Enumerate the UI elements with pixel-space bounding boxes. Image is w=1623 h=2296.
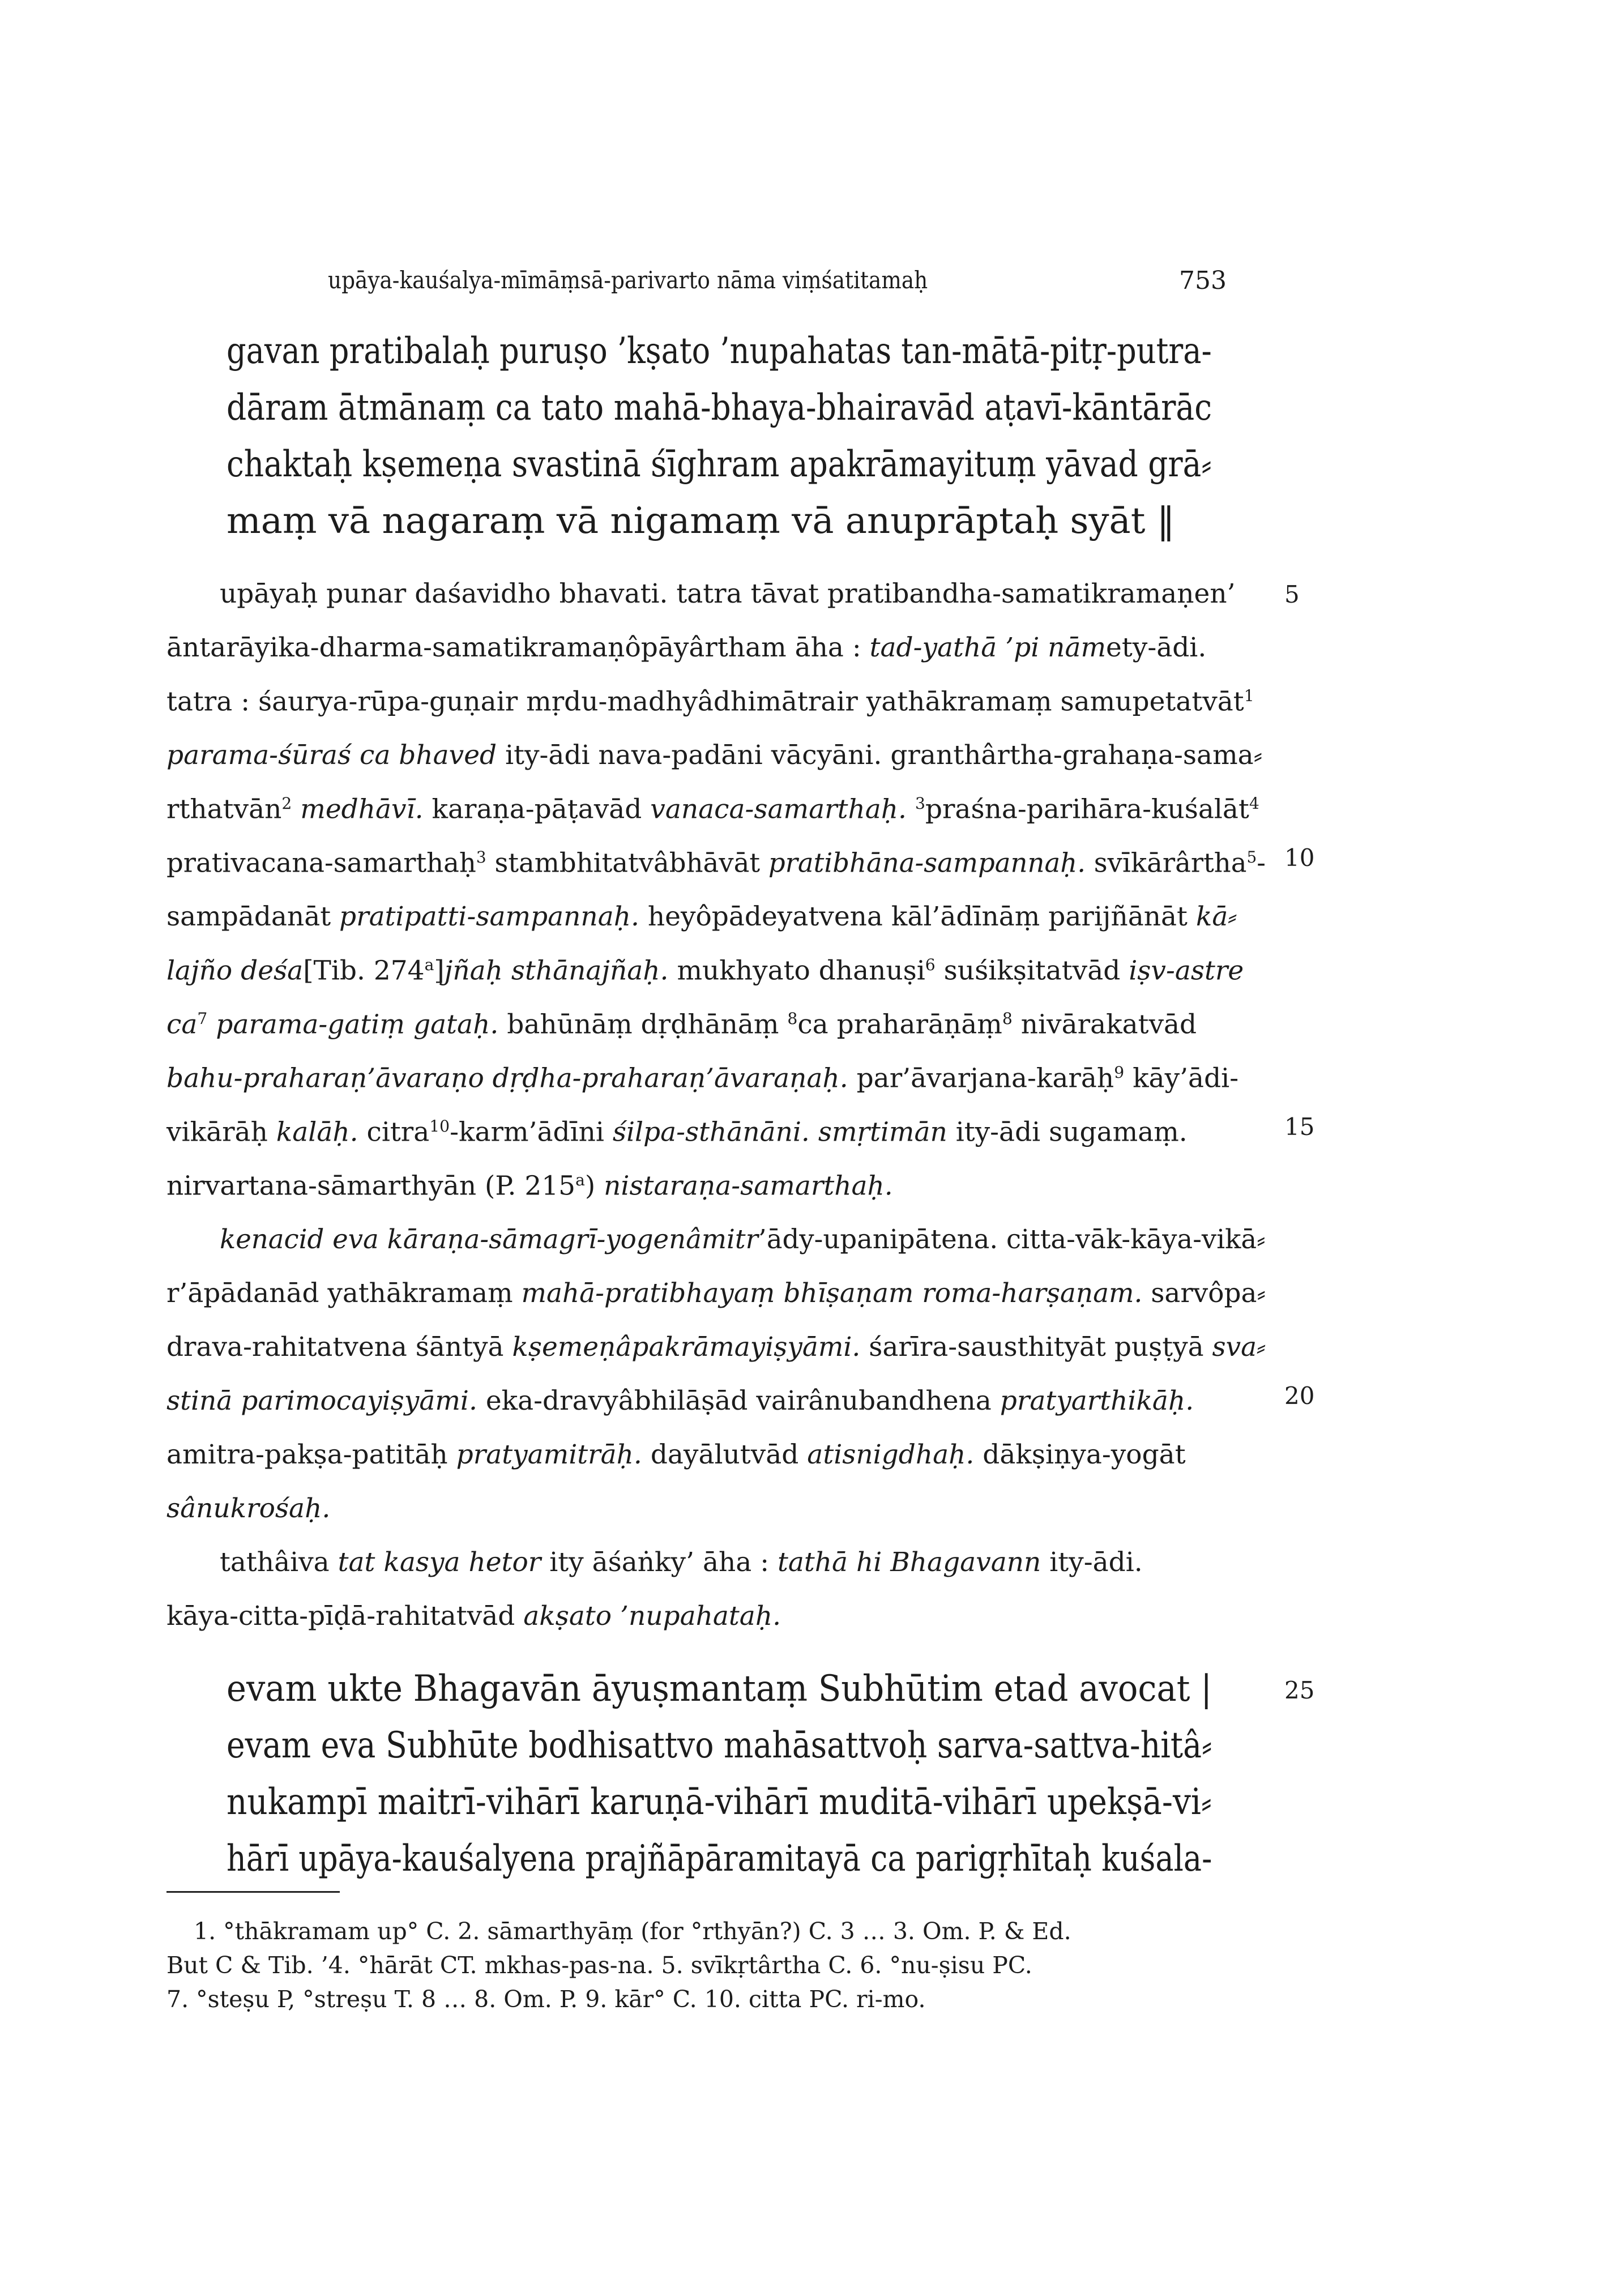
text-run: rthatvān bbox=[166, 793, 282, 825]
text-run bbox=[810, 1117, 818, 1148]
commentary-line bbox=[166, 1385, 1194, 1416]
emphasized-text: atisnigdhaḥ. bbox=[807, 1439, 975, 1470]
text-run: āntarāyika-dharma-samatikramaṇôpāyârtham āha : bbox=[166, 632, 870, 663]
text-run: kāya-citta-pīḍā-rahitatvād bbox=[166, 1601, 524, 1632]
text-run: suśikṣitatvād bbox=[935, 955, 1129, 987]
text-run: ) bbox=[584, 1170, 604, 1202]
emphasized-text: parama-śūraś ca bhaved bbox=[166, 740, 497, 771]
emphasized-text: vanaca-samarthaḥ. bbox=[650, 793, 907, 825]
page-number: 753 bbox=[1179, 266, 1227, 295]
emphasized-text: pratyarthikāḥ. bbox=[1000, 1385, 1194, 1416]
text-run: stambhitatvâbhāvāt bbox=[486, 847, 768, 879]
text-run: mukhyato dhanuṣi bbox=[668, 955, 925, 987]
verse-line: maṃ vā nagaraṃ vā nigamaṃ vā anuprāptaḥ syāt ‖ bbox=[227, 500, 1175, 542]
emphasized-text: parama-gatiṃ gataḥ. bbox=[216, 1009, 499, 1040]
text-run: ca praharāṇāṃ bbox=[797, 1009, 1002, 1040]
emphasized-text: tat kasya hetor bbox=[338, 1547, 541, 1578]
text-run: bahūnāṃ dṛḍhānāṃ bbox=[498, 1009, 788, 1040]
text-run: - bbox=[1257, 847, 1266, 879]
text-run: dayālutvād bbox=[642, 1439, 808, 1470]
verse-line: dāram ātmānaṃ ca tato mahā-bhaya-bhairavād aṭavī-kāntārāc bbox=[227, 387, 1212, 429]
emphasized-text: iṣv-astre bbox=[1129, 955, 1244, 987]
text-run: tatra : śaurya-rūpa-guṇair mṛdu-madhyâdhimātrair yathākramaṃ samupetatvāt bbox=[166, 686, 1244, 718]
footnote-marker: 4 bbox=[1249, 794, 1259, 813]
emphasized-text: kenacid eva kāraṇa-sāmagrī-yogenâmitr bbox=[220, 1224, 758, 1255]
footnote-marker: a bbox=[575, 1171, 585, 1189]
text-run: svīkārârtha bbox=[1086, 847, 1247, 879]
text-run bbox=[292, 794, 300, 825]
text-run: e bbox=[1106, 632, 1122, 663]
commentary-line bbox=[166, 1116, 1188, 1148]
text-run bbox=[207, 1009, 216, 1040]
footnote-line: But C & Tib. ’4. °hārāt CT. mkhas-pas-na. 5. svīkṛtârtha C. 6. °nu-ṣisu PC. bbox=[166, 1952, 1032, 1979]
text-run: ity-ādi. bbox=[1041, 1547, 1143, 1578]
emphasized-text: lajño deśa bbox=[166, 955, 304, 987]
commentary-line bbox=[166, 903, 1237, 930]
text-run: ] bbox=[434, 955, 445, 987]
commentary-line bbox=[166, 1011, 1197, 1038]
emphasized-text: bahu-praharaṇ’āvaraṇo dṛḍha-praharaṇ’āvaraṇaḥ. bbox=[166, 1062, 848, 1094]
text-run: ity-ādi nava-padāni vācyāni. granthârtha-grahaṇa-sama⸗ bbox=[497, 740, 1263, 771]
emphasized-text: kalāḥ. bbox=[276, 1116, 358, 1148]
text-run: nivārakatvād bbox=[1012, 1009, 1197, 1040]
text-run: ity āśaṅky’ āha : bbox=[541, 1547, 778, 1578]
margin-line-number: 5 bbox=[1284, 581, 1300, 608]
footnote-marker: 9 bbox=[1114, 1063, 1125, 1082]
verse-line: evam eva Subhūte bodhisattvo mahāsattvoḥ sarva-sattva-hitâ⸗ bbox=[227, 1725, 1212, 1766]
emphasized-text: ca bbox=[166, 1009, 198, 1040]
commentary-line bbox=[166, 1495, 330, 1522]
commentary-line bbox=[166, 1331, 1266, 1363]
commentary-line bbox=[166, 742, 1262, 769]
margin-line-number: 15 bbox=[1284, 1113, 1315, 1141]
commentary-line bbox=[166, 1441, 1186, 1468]
text-run: heyôpādeyatvena kāl’ādīnāṃ parijñānāt bbox=[639, 901, 1196, 932]
footnote-marker: 3 bbox=[476, 848, 486, 867]
commentary-line bbox=[166, 955, 1244, 987]
verse-line: gavan pratibalaḥ puruṣo ’kṣato ’nupahatas tan-mātā-pitṛ-putra- bbox=[227, 330, 1212, 372]
text-run: ty-ādi. bbox=[1121, 632, 1207, 663]
emphasized-text: pratyamitrāḥ. bbox=[456, 1439, 642, 1470]
text-run: citra bbox=[358, 1116, 430, 1148]
margin-line-number: 25 bbox=[1284, 1676, 1315, 1704]
commentary-line bbox=[166, 1280, 1266, 1307]
text-run: sampādanāt bbox=[166, 901, 340, 932]
footnote-line: 1. °thākramam up° C. 2. sāmarthyāṃ (for °rthyān?) C. 3 … 3. Om. P. & Ed. bbox=[194, 1918, 1071, 1945]
commentary-line bbox=[166, 1172, 893, 1200]
commentary-line bbox=[166, 793, 1259, 825]
text-run: [Tib. 274 bbox=[303, 955, 425, 987]
emphasized-text: nistaraṇa-samarthaḥ. bbox=[604, 1170, 893, 1202]
footnote-line: 7. °steṣu P, °streṣu T. 8 … 8. Om. P. 9. kār° C. 10. citta PC. ri-mo. bbox=[166, 1986, 926, 2013]
emphasized-text: kā⸗ bbox=[1195, 901, 1237, 932]
emphasized-text: śilpa-sthānāni. bbox=[612, 1116, 810, 1148]
running-header: upāya-kauśalya-mīmāṃsā-parivarto nāma viṃśatitamaḥ bbox=[328, 266, 928, 294]
emphasized-text: pratibhāna-sampannaḥ. bbox=[768, 847, 1086, 879]
commentary-line bbox=[166, 686, 1254, 718]
text-run: drava-rahitatvena śāntyā bbox=[166, 1331, 512, 1363]
emphasized-text: sva⸗ bbox=[1212, 1331, 1266, 1363]
footnote-marker: 7 bbox=[197, 1009, 208, 1028]
text-run: vikārāḥ bbox=[166, 1116, 276, 1148]
footnote-marker: 8 bbox=[787, 1009, 798, 1028]
footnote-marker: a bbox=[424, 955, 434, 974]
text-run: karaṇa-pāṭavād bbox=[423, 793, 651, 825]
text-run: ity-ādi sugamaṃ. bbox=[947, 1116, 1188, 1148]
footnote-marker: 10 bbox=[429, 1117, 450, 1136]
text-run: ’ādy-upanipātena. citta-vāk-kāya-vikā⸗ bbox=[758, 1224, 1266, 1255]
emphasized-text: stinā parimocayiṣyāmi. bbox=[166, 1385, 477, 1416]
text-run: upāyaḥ punar daśavidho bhavati. tatra tāvat pratibandha-samatikramaṇen’ bbox=[220, 578, 1236, 609]
margin-line-number: 10 bbox=[1284, 844, 1315, 872]
emphasized-text: akṣato ’nupahataḥ. bbox=[523, 1601, 781, 1632]
text-run: kāy’ādi- bbox=[1124, 1062, 1239, 1094]
text-run: prativacana-samarthaḥ bbox=[166, 847, 476, 879]
text-run: nirvartana-sāmarthyān (P. 215 bbox=[166, 1170, 576, 1202]
commentary-line bbox=[166, 634, 1206, 661]
footnote-rule bbox=[166, 1891, 340, 1893]
footnote-marker: 8 bbox=[1002, 1009, 1013, 1028]
text-run: -karm’ādīni bbox=[450, 1116, 613, 1148]
text-run: amitra-pakṣa-patitāḥ bbox=[166, 1439, 456, 1470]
verse-line: hārī upāya-kauśalyena prajñāpāramitayā ca parigṛhītaḥ kuśala- bbox=[227, 1838, 1212, 1880]
emphasized-text: smṛtimān bbox=[818, 1116, 947, 1148]
margin-line-number: 20 bbox=[1284, 1382, 1315, 1410]
text-run: tathâiva bbox=[220, 1547, 338, 1578]
emphasized-text: sânukrośaḥ. bbox=[166, 1493, 331, 1524]
text-run bbox=[907, 794, 915, 825]
commentary-line bbox=[220, 1549, 1143, 1576]
commentary-line bbox=[220, 578, 1236, 609]
emphasized-text: kṣemeṇâpakrāmayiṣyāmi. bbox=[512, 1331, 861, 1363]
text-run: dākṣiṇya-yogāt bbox=[974, 1439, 1186, 1470]
emphasized-text: tad-yathā ’pi nām bbox=[869, 632, 1107, 663]
verse-line: chaktaḥ kṣemeṇa svastinā śīghram apakrāmayituṃ yāvad grā⸗ bbox=[227, 443, 1212, 485]
text-run: r’āpādanād yathākramaṃ bbox=[166, 1278, 522, 1309]
commentary-line bbox=[166, 847, 1266, 879]
footnote-marker: 5 bbox=[1246, 848, 1257, 867]
emphasized-text: pratipatti-sampannaḥ. bbox=[339, 901, 639, 932]
emphasized-text: tathā hi Bhagavann bbox=[777, 1547, 1041, 1578]
verse-line: nukampī maitrī-vihārī karuṇā-vihārī muditā-vihārī upekṣā-vi⸗ bbox=[227, 1781, 1212, 1823]
footnote-marker: 6 bbox=[925, 955, 936, 974]
text-run: par’āvarjana-karāḥ bbox=[848, 1062, 1114, 1094]
emphasized-text: jñaḥ sthānajñaḥ. bbox=[444, 955, 669, 987]
text-run: sarvôpa⸗ bbox=[1142, 1278, 1266, 1309]
footnote-marker: 2 bbox=[281, 794, 292, 813]
commentary-line bbox=[220, 1226, 1266, 1253]
footnote-marker: 3 bbox=[915, 794, 925, 813]
emphasized-text: mahā-pratibhayaṃ bhīṣaṇam roma-harṣaṇam. bbox=[521, 1278, 1143, 1309]
footnote-marker: 1 bbox=[1244, 686, 1254, 705]
emphasized-text: medhāvī. bbox=[300, 793, 424, 825]
commentary-line bbox=[166, 1601, 781, 1632]
verse-line: evam ukte Bhagavān āyuṣmantaṃ Subhūtim etad avocat | bbox=[227, 1668, 1212, 1710]
commentary-line bbox=[166, 1062, 1239, 1094]
text-run: eka-dravyâbhilāṣād vairânubandhena bbox=[477, 1385, 1000, 1416]
text-run: śarīra-sausthityāt puṣṭyā bbox=[860, 1331, 1212, 1363]
text-run: praśna-parihāra-kuśalāt bbox=[925, 793, 1249, 825]
